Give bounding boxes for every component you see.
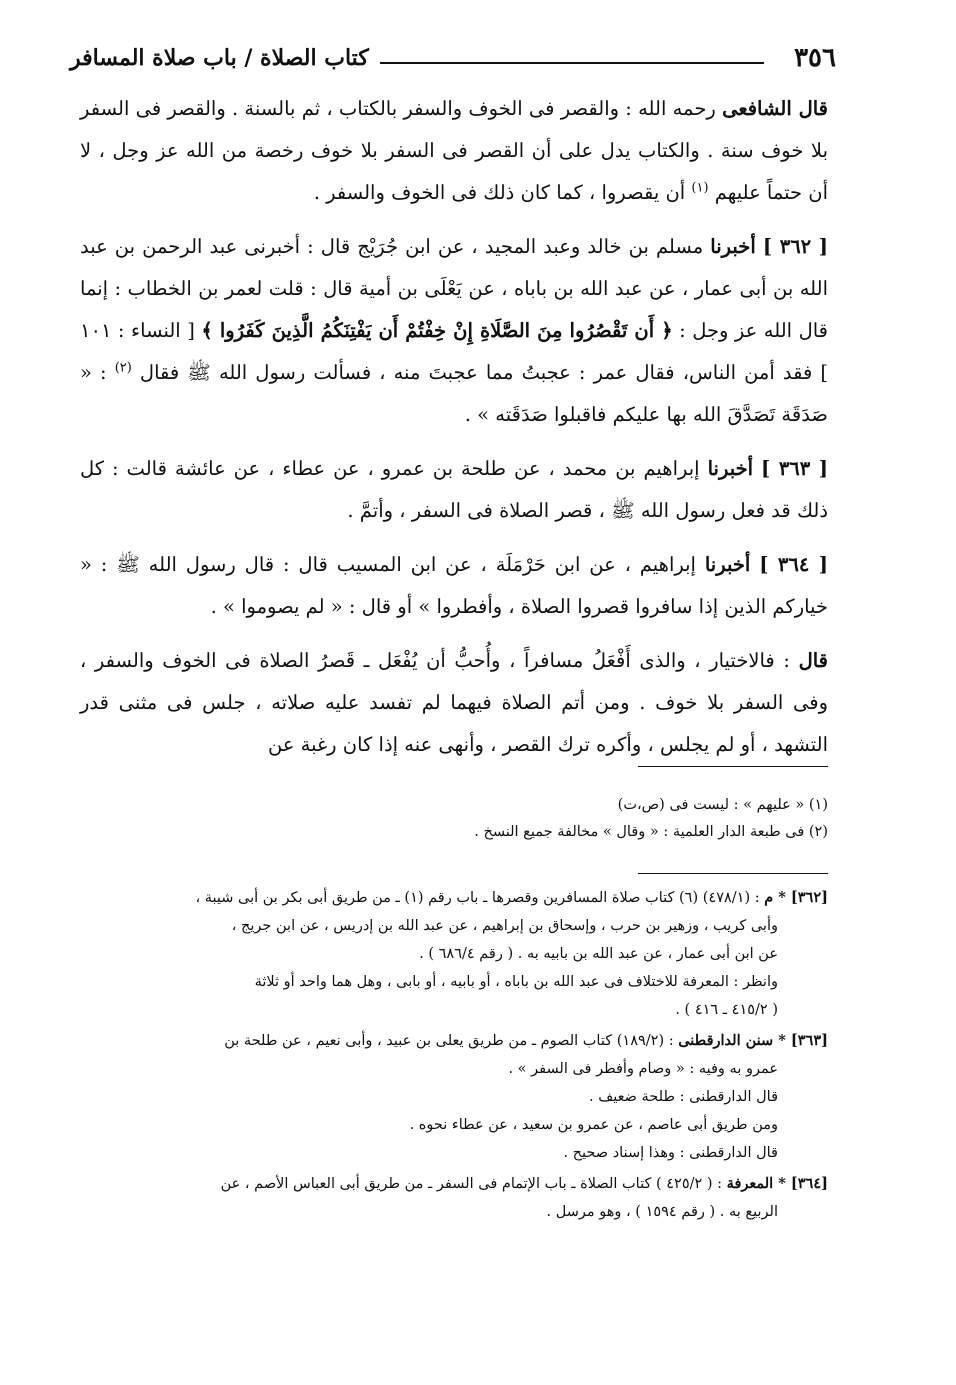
footnote-ref: (١)	[691, 180, 709, 196]
takhrij-362	[70, 884, 828, 1024]
takhrij-line: : (١٨٩/٢) كتاب الصوم ـ من طريق يعلى بن عبيد ، وأبى نعيم ، عن طلحة بن	[224, 1033, 674, 1049]
page-number: ٣٥٦	[794, 43, 836, 73]
takhrij-notes	[70, 884, 828, 1229]
hadith-quote: : « صَدَقَة تَصَدَّقَ الله بها عليكم فاقبلوا صَدَقَته » .	[80, 361, 828, 426]
running-header	[70, 40, 836, 76]
hadith-text: إبراهيم بن محمد ، عن طلحة بن عمرو ، عن عطاء ، عن عائشة قالت : كل ذلك قد فعل رسول الله ﷺ ، قصر الصلاة فى السفر ، وأتمَّ .	[80, 457, 828, 522]
hadith-364	[80, 544, 828, 628]
hadith-number: [ ٣٦٢ ]	[762, 235, 829, 258]
hadith-lead: أخبرنا	[710, 235, 756, 258]
paragraph-shafii	[80, 88, 828, 214]
takhrij-364	[70, 1170, 828, 1226]
takhrij-line: وأبى كريب ، وزهير بن حرب ، وإسحاق بن إبراهيم ، عن عبد الله بن إدريس ، عن ابن جريج ،	[231, 918, 778, 934]
takhrij-line: قال الدارقطنى : طلحة ضعيف .	[589, 1089, 778, 1105]
footnote-item: (٢) فى طبعة الدار العلمية : « وقال » مخالفة جميع النسخ .	[474, 824, 828, 840]
hadith-text: مسلم بن خالد وعبد المجيد ، عن ابن جُرَيْج قال : أخبرنى عبد الرحمن بن عبد الله بن أبى عمار ، عن عبد الله بن باباه ، عن يَعْلَى بن أمية قال : قلت لعمر بن الخطاب : إنما قال الله عز وجل :	[80, 235, 828, 342]
chapter-title: كتاب الصلاة / باب صلاة المسافر	[70, 45, 369, 71]
paragraph-lead: قال	[798, 649, 828, 672]
takhrij-363	[70, 1027, 828, 1167]
paragraph-text: : فالاختيار ، والذى أَفْعَلُ مسافراً ، وأُحبُّ أن يُفْعَل ـ قَصرُ الصلاة فى الخوف والسفر ، وفى السفر بلا خوف . ومن أتم الصلاة فيهما لم تفسد عليه صلاته ، جلس فى مثنى قدر التشهد ، أو لم يجلس ، وأكره ترك القصر ، وأنهى عنه إذا كان رغبة عن	[80, 649, 828, 756]
hadith-text: إبراهيم ، عن ابن حَرْمَلَة ، عن ابن المسيب قال : قال رسول الله ﷺ : « خياركم الذين إذا سافروا قصروا الصلاة ، وأفطروا » أو قال : « لم يصوموا » .	[80, 553, 828, 618]
footnote-ref: (٢)	[114, 360, 132, 376]
takhrij-label: [٣٦٤] * المعرفة	[726, 1175, 828, 1192]
header-rule	[380, 62, 764, 64]
takhrij-line: قال الدارقطنى : وهذا إسناد صحيح .	[563, 1145, 778, 1161]
quran-verse: ﴿ أَن تَقْصُرُوا مِنَ الصَّلَاةِ إِنْ خِفْتُمْ أَن يَفْتِنَكُمُ الَّذِينَ كَفَرُوا ﴾	[201, 319, 673, 342]
takhrij-label: [٣٦٢] * م	[764, 889, 828, 906]
hadith-lead: أخبرنا	[704, 553, 751, 576]
takhrij-divider	[638, 873, 828, 874]
paragraph-qal	[80, 640, 828, 766]
takhrij-line: عن ابن أبى عمار ، عن عبد الله بن بابيه به . ( رقم ٦٨٦/٤ ) .	[419, 946, 778, 962]
paragraph-text-after: أن يقصروا ، كما كان ذلك فى الخوف والسفر .	[313, 181, 686, 204]
takhrij-line: ومن طريق أبى عاصم ، عن عمرو بن سعيد ، عن عطاء نحوه .	[409, 1117, 778, 1133]
takhrij-line: : (٤٧٨/١) (٦) كتاب صلاة المسافرين وقصرها ـ باب رقم (١) ـ من طريق أبى بكر بن أبى شيبة ،	[195, 890, 760, 906]
footnote-item: (١) « عليهم » : ليست فى (ص،ت)	[617, 797, 828, 813]
takhrij-line: : ( ٤٢٥/٢ ) كتاب الصلاة ـ باب الإتمام فى السفر ـ من طريق أبى العباس الأصم ، عن	[220, 1176, 723, 1192]
paragraph-lead: قال الشافعى	[722, 97, 829, 120]
takhrij-line: الربيع به . ( رقم ١٥٩٤ ) ، وهو مرسل .	[546, 1204, 778, 1220]
takhrij-line: وانظر : المعرفة للاختلاف فى عبد الله بن باباه ، أو بابيه ، أو بابى ، وهل هما واحد أو ثلاثة	[254, 974, 778, 990]
hadith-362	[80, 226, 828, 436]
takhrij-line: عمرو به وفيه : « وصام وأفطر فى السفر » .	[508, 1061, 778, 1077]
hadith-number: [ ٣٦٤ ]	[759, 553, 828, 576]
verse-reference: [ النساء : ١٠١ ]	[80, 319, 828, 384]
footnotes	[80, 792, 828, 846]
paragraph-text: رحمه الله : والقصر فى الخوف والسفر بالكتاب ، ثم بالسنة . والقصر فى السفر بلا خوف سنة . والكتاب يدل على أن القصر فى السفر بلا خوف رخصة من الله عز وجل ، لا أن حتماً عليهم	[80, 97, 828, 204]
takhrij-label: [٣٦٣] * سنن الدارقطنى	[678, 1032, 828, 1049]
hadith-lead: أخبرنا	[707, 457, 754, 480]
takhrij-line: ( ٤١٥/٢ ـ ٤١٦ ) .	[675, 1002, 778, 1018]
main-text	[80, 88, 828, 778]
hadith-text-after: فقد أمن الناس، فقال عمر : عجبتُ مما عجبتَ منه ، فسألت رسول الله ﷺ فقال	[139, 361, 813, 384]
hadith-number: [ ٣٦٣ ]	[761, 457, 829, 480]
footnote-divider	[638, 766, 828, 767]
hadith-363	[80, 448, 828, 532]
